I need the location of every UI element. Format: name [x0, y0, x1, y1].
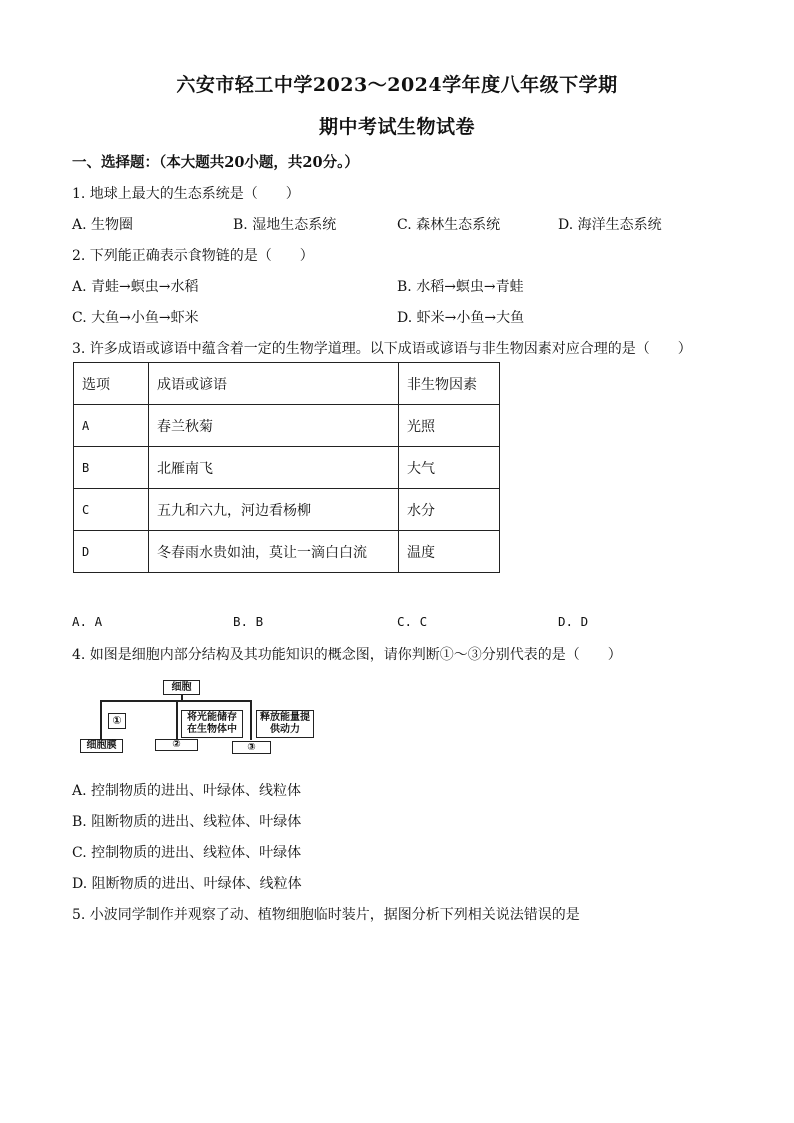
- question-2-option-d: D. 虾米→小鱼→大鱼: [397, 310, 525, 326]
- table-cell: D: [74, 531, 149, 573]
- table-cell: 大气: [399, 447, 500, 489]
- diagram-line: [100, 700, 102, 740]
- question-2-option-a: A. 青蛙→螟虫→水稻: [72, 279, 199, 295]
- table-cell: 温度: [399, 531, 500, 573]
- table-cell: 五九和六九，河边看杨柳: [149, 489, 399, 531]
- question-3-table: [73, 362, 500, 573]
- diagram-box-store-energy: 将光能储存在生物体中: [181, 710, 243, 738]
- question-4-option-a: A. 控制物质的进出、叶绿体、线粒体: [72, 783, 302, 799]
- diagram-box-3: ③: [232, 741, 271, 754]
- question-5-stem: 5. 小波同学制作并观察了动、植物细胞临时装片，据图分析下列相关说法错误的是: [72, 907, 580, 923]
- table-cell: B: [74, 447, 149, 489]
- table-cell: C: [74, 489, 149, 531]
- diagram-line: [250, 700, 252, 740]
- question-3-option-b: B. B: [233, 614, 264, 629]
- question-4-option-c: C. 控制物质的进出、线粒体、叶绿体: [72, 845, 302, 861]
- diagram-box-cell: 细胞: [163, 680, 200, 695]
- question-1-option-a: A. 生物圈: [72, 217, 134, 233]
- question-1-option-b: B. 湿地生态系统: [233, 217, 337, 233]
- question-4-option-b: B. 阻断物质的进出、线粒体、叶绿体: [72, 814, 302, 830]
- diagram-box-2: ②: [155, 739, 198, 751]
- diagram-box-1: ①: [108, 713, 126, 729]
- table-row: [74, 531, 500, 573]
- question-4-stem: 4. 如图是细胞内部分结构及其功能知识的概念图，请你判断①～③分别代表的是（ ）: [72, 647, 622, 663]
- table-row: [74, 405, 500, 447]
- table-header-row: [74, 363, 500, 405]
- table-header-cell: 选项: [74, 363, 149, 405]
- table-header-cell: 成语或谚语: [149, 363, 399, 405]
- question-2-stem: 2. 下列能正确表示食物链的是（ ）: [72, 248, 314, 264]
- question-3-option-c: C. C: [397, 614, 428, 629]
- diagram-line: [176, 700, 178, 740]
- table-cell: 光照: [399, 405, 500, 447]
- section-heading: 一、选择题：（本大题共20小题，共20分。）: [72, 154, 359, 171]
- question-1-stem: 1. 地球上最大的生态系统是（ ）: [72, 186, 300, 202]
- exam-title-line2: 期中考试生物试卷: [318, 116, 475, 138]
- table-row: [74, 489, 500, 531]
- table-cell: 冬春雨水贵如油，莫让一滴白白流: [149, 531, 399, 573]
- question-2-option-c: C. 大鱼→小鱼→虾米: [72, 310, 199, 326]
- table-cell: 春兰秋菊: [149, 405, 399, 447]
- question-1-option-d: D. 海洋生态系统: [558, 217, 662, 233]
- table-row: [74, 447, 500, 489]
- table-cell: A: [74, 405, 149, 447]
- question-3-stem: 3. 许多成语或谚语中蕴含着一定的生物学道理。以下成语或谚语与非生物因素对应合理的是（ ）: [72, 341, 692, 357]
- diagram-box-release-energy: 释放能量提供动力: [256, 710, 314, 738]
- diagram-box-membrane: 细胞膜: [80, 739, 123, 753]
- table-header-cell: 非生物因素: [399, 363, 500, 405]
- question-3-option-d: D. D: [558, 614, 589, 629]
- table-cell: 水分: [399, 489, 500, 531]
- exam-title-line1: 六安市轻工中学2023～2024学年度八年级下学期: [176, 74, 618, 96]
- question-2-option-b: B. 水稻→螟虫→青蛙: [397, 279, 524, 295]
- table-cell: 北雁南飞: [149, 447, 399, 489]
- question-3-option-a: A. A: [72, 614, 103, 629]
- question-4-option-d: D. 阻断物质的进出、叶绿体、线粒体: [72, 876, 302, 892]
- question-1-option-c: C. 森林生态系统: [397, 217, 501, 233]
